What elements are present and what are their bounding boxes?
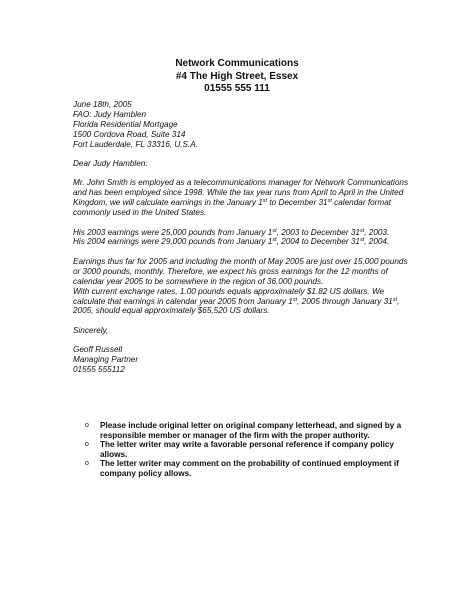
letter-date: June 18th, 2005 — [73, 100, 132, 109]
letterhead — [0, 58, 474, 96]
paragraph-employment: Mr. John Smith is employed as a telecommunications manager for Network Communications and has been employed since 1998. While the tax year runs from April to April in the United Kingdom, we will calculate earnings in the January 1st to December 31st calendar format commonly used in the United States. — [73, 178, 409, 218]
recipient-block — [73, 100, 413, 150]
signature-block — [73, 345, 413, 375]
salutation: Dear Judy Hamblen: — [73, 159, 148, 169]
fao-line: FAO: Judy Hamblen — [73, 109, 147, 119]
paragraph-projection: Earnings thus far for 2005 and including the month of May 2005 are just over 15,000 pounds or 3000 pounds, monthly. Therefore, we expect his gross earnings for the 12 months of calendar year 2005 to be somewhere in the region of 36,000 pounds. With current exchange rates, 1.00 pounds equals approximately $1.82 US dollars. We calculate that earnings in calendar year 2005 from January 1st, 2005 through January 31st, 2005, should equal approximately $65,520 US dollars. — [73, 256, 408, 316]
earnings-2003: His 2003 earnings were 25,000 pounds from January 1st, 2003 to December 31st, 2003. — [73, 227, 390, 237]
note-text: The letter writer may comment on the probability of continued employment if company policy allows. — [100, 459, 399, 478]
instructions-list — [85, 421, 415, 479]
recipient-street: 1500 Cordova Road, Suite 314 — [73, 129, 186, 139]
note-text: Please include original letter on original company letterhead, and signed by a responsible member or manager of the firm with the proper authority. — [100, 421, 402, 440]
list-item — [85, 440, 415, 459]
company-address: #4 The High Street, Essex — [175, 70, 299, 82]
bullet-icon: o — [85, 422, 89, 429]
list-item — [85, 421, 415, 440]
signer-name: Geoff Russell — [73, 345, 123, 355]
recipient-company: Florida Residential Mortgage — [73, 119, 178, 129]
note-text: The letter writer may write a favorable personal reference if company policy allows. — [100, 440, 394, 459]
recipient-city: Fort Lauderdale, FL 33316, U.S.A. — [73, 139, 199, 149]
bullet-icon: o — [85, 441, 89, 449]
list-item — [85, 459, 415, 478]
signer-phone: 01555 555112 — [73, 365, 125, 375]
paragraph-earnings-history — [73, 228, 413, 248]
bullet-icon: o — [85, 460, 89, 468]
signer-title: Managing Partner — [73, 355, 139, 365]
letter-body — [73, 100, 413, 384]
company-name: Network Communications — [175, 58, 299, 69]
closing: Sincerely, — [73, 325, 109, 335]
earnings-2004: His 2004 earnings were 29,000 pounds from January 1st, 2004 to December 31st, 2004. — [73, 237, 390, 247]
company-phone: 01555 555 111 — [204, 83, 270, 94]
